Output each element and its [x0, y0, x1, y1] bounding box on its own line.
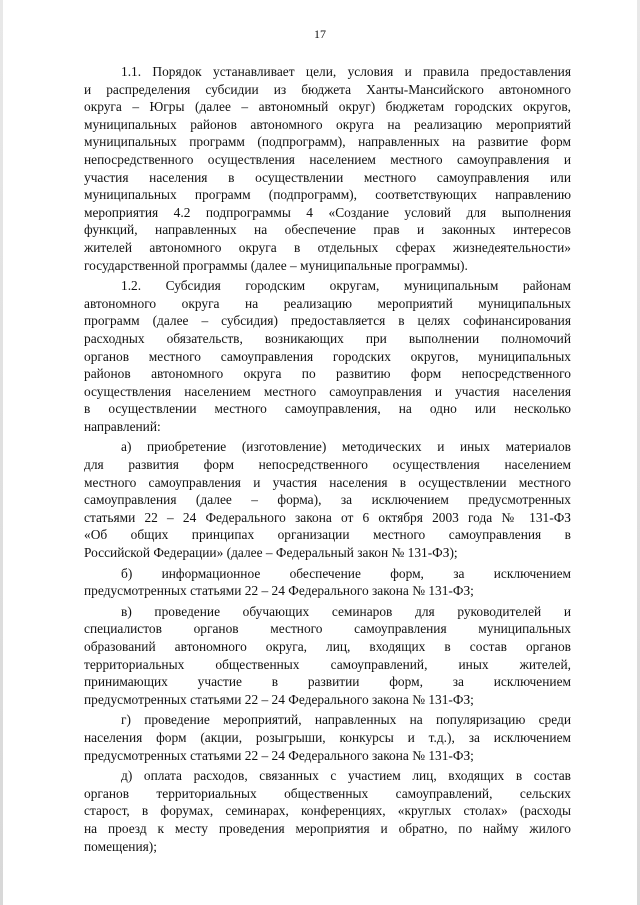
text-line: специалистов органов местного самоуправления муниципальных	[84, 621, 571, 637]
text-line: органов местного самоуправления городских округов, муниципальных	[84, 348, 571, 364]
text-line: «Об общих принципах организации местного самоуправления в	[84, 527, 571, 543]
text-line: предусмотренных статьями 22 – 24 Федерального закона № 131-ФЗ;	[84, 691, 474, 707]
text-line: и распределения субсидии из бюджета Ханты-Мансийского автономного	[84, 81, 571, 97]
text-line: Российской Федерации» (далее – Федеральный закон № 131-ФЗ);	[84, 545, 458, 561]
text-line: в осуществлении местного самоуправления, на одно или несколько	[84, 401, 571, 417]
text-line: государственной программы (далее – муниципальные программы).	[84, 257, 468, 273]
text-line: жителей автономного округа в отдельных сферах жизнедеятельности»	[84, 239, 571, 255]
text-line: помещения);	[84, 838, 157, 854]
text-line: программ (далее – субсидия) предоставляется в целях софинансирования	[84, 313, 571, 329]
text-line: 1.2. Субсидия городским округам, муниципальным районам	[121, 278, 571, 294]
text-line: а) приобретение (изготовление) методических и иных материалов	[121, 439, 571, 455]
text-line: муниципальных районов автономного округа на реализацию мероприятий	[84, 116, 571, 132]
text-line: населения форм (акции, розыгрыши, конкурсы и т.д.), за исключением	[84, 729, 571, 745]
text-line: территориальных общественных самоуправлений, иных жителей,	[84, 656, 571, 672]
text-line: в) проведение обучающих семинаров для руководителей и	[121, 603, 571, 619]
text-line: непосредственного осуществления населением местного самоуправления и	[84, 151, 571, 167]
text-line: принимающих участие в развитии форм, за исключением	[84, 674, 571, 690]
text-line: старост, в форумах, семинарах, конференциях, «круглых столах» (расходы	[84, 803, 571, 819]
page-number: 17	[314, 27, 326, 41]
text-line: образований автономного округа, лиц, входящих в состав органов	[84, 639, 571, 654]
text-line: предусмотренных статьями 22 – 24 Федерального закона № 131-ФЗ;	[84, 747, 474, 763]
text-line: статьями 22 – 24 Федерального закона от 6 октября 2003 года № 131-ФЗ	[84, 509, 571, 525]
text-line: округа – Югры (далее – автономный округ) бюджетам городских округов,	[84, 99, 571, 115]
text-line: 1.1. Порядок устанавливает цели, условия и правила предоставления	[121, 64, 571, 79]
text-line: расходных обязательств, возникающих при выполнении полномочий	[84, 330, 571, 346]
text-line: д) оплата расходов, связанных с участием лиц, входящих в состав	[121, 768, 571, 784]
text-line: местного самоуправления и участия населения в осуществлении местного	[84, 474, 571, 490]
text-line: автономного округа на реализацию мероприятий муниципальных	[84, 295, 571, 311]
text-line: предусмотренных статьями 22 – 24 Федерального закона № 131-ФЗ;	[84, 583, 474, 599]
text-line: направлений:	[84, 418, 161, 434]
body-text	[84, 63, 571, 855]
text-line: функций, направленных на обеспечение прав и законных интересов	[84, 222, 571, 238]
text-line: муниципальных программ (подпрограмм), соответствующих направлению	[84, 187, 571, 203]
text-line: осуществления населением местного самоуправления и участия населения	[84, 383, 571, 399]
text-line: районов автономного округа по развитию форм непосредственного	[84, 366, 571, 382]
text-line: самоуправления (далее – форма), за исключением предусмотренных	[84, 492, 571, 508]
text-line: мероприятия 4.2 подпрограммы 4 «Создание условий для выполнения	[84, 204, 571, 220]
text-line: для развития форм непосредственного осуществления населением	[84, 457, 571, 473]
text-line: г) проведение мероприятий, направленных на популяризацию среди	[121, 712, 571, 728]
text-line: участия населения в осуществлении местного самоуправления или	[84, 169, 571, 185]
text-line: муниципальных программ (подпрограмм), направленных на развитие форм	[84, 134, 571, 150]
text-line: на проезд к месту проведения мероприятия и обратно, по найму жилого	[84, 820, 571, 836]
text-line: б) информационное обеспечение форм, за исключением	[121, 565, 571, 581]
text-line: органов территориальных общественных самоуправлений, сельских	[84, 785, 571, 801]
